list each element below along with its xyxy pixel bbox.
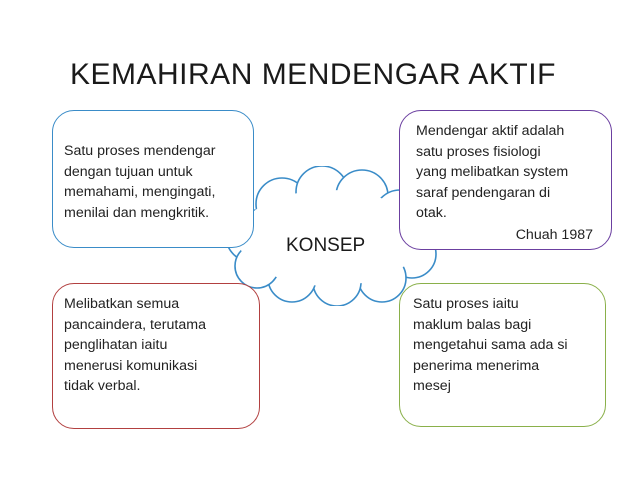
definition-text: Melibatkan semua pancaindera, terutama penglihatan iaitu menerusi komunikasi tidak verbal. [64, 296, 206, 394]
concept-label: KONSEP [286, 235, 366, 256]
definition-box-bottom-left [52, 283, 260, 429]
definition-text: Mendengar aktif adalah satu proses fisiologi yang melibatkan system saraf pendengaran di otak. [416, 123, 569, 221]
definition-text: Satu proses mendengar dengan tujuan untuk memahami, mengingati, menilai dan mengkritik. [64, 143, 216, 221]
slide-title: KEMAHIRAN MENDENGAR AKTIF [70, 58, 556, 91]
definition-box-top-right [399, 110, 612, 250]
definition-text: Satu proses iaitu maklum balas bagi mengetahui sama ada si penerima menerima mesej [413, 296, 568, 394]
definition-box-top-left [52, 110, 254, 248]
definition-box-bottom-right [399, 283, 606, 427]
citation: Chuah 1987 [515, 227, 593, 243]
